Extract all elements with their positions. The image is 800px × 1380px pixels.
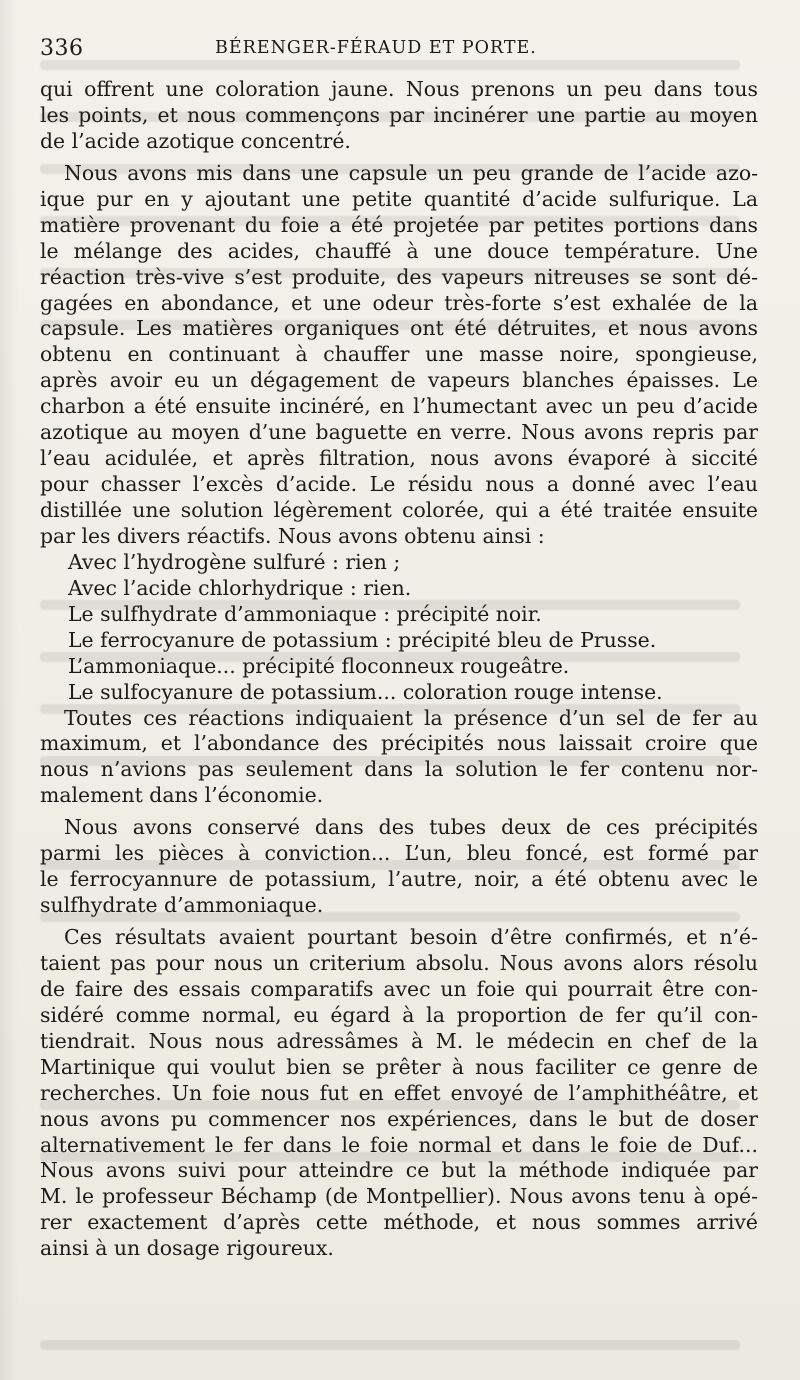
text-line: alternativement le fer dans le foie normal et dans le foie de Duf... (40, 1132, 758, 1157)
text-line: les points, et nous commençons par incinérer une partie au moyen (40, 102, 758, 127)
reaction-list-item: Le sulfocyanure de potassium... coloration rouge intense. (68, 679, 663, 704)
reaction-list-item: Avec l’acide chlorhydrique : rien. (68, 575, 412, 600)
text-line: gagées en abondance, et une odeur très-forte s’est exhalée de la (40, 290, 758, 315)
text-line: nous n’avions pas seulement dans la solution le fer contenu nor- (40, 757, 758, 782)
text-line: taient pas pour nous un criterium absolu. Nous avons alors résolu (40, 950, 758, 975)
text-line: ique pur en y ajoutant une petite quantité d’acide sulfurique. La (40, 186, 758, 211)
text-line: de l’acide azotique concentré. (40, 128, 351, 153)
reaction-list-item: Le ferrocyanure de potassium : précipité bleu de Prusse. (68, 627, 657, 652)
text-line: charbon a été ensuite incinéré, en l’humectant avec un peu d’acide (40, 394, 758, 419)
text-line: pour chasser l’excès d’acide. Le résidu nous a donné avec l’eau (40, 472, 758, 497)
text-line: malement dans l’économie. (40, 783, 324, 808)
text-line: rer exactement d’après cette méthode, et nous sommes arrivé (40, 1210, 758, 1235)
reaction-list-item: Avec l’hydrogène sulfuré : rien ; (68, 549, 401, 574)
body-text (40, 77, 758, 1262)
text-line: après avoir eu un dégagement de vapeurs blanches épaisses. Le (40, 368, 758, 393)
text-line: distillée une solution légèrement colorée, qui a été traitée ensuite (40, 498, 758, 522)
text-line: de faire des essais comparatifs avec un foie qui pourrait être con- (40, 976, 758, 1001)
text-line: obtenu en continuant à chauffer une masse noire, spongieuse, (40, 342, 758, 367)
text-line: le ferrocyannure de potassium, l’autre, noir, a été obtenu avec le (40, 867, 758, 892)
text-line: capsule. Les matières organiques ont été détruites, et nous avons (40, 316, 758, 341)
text-line: matière provenant du foie a été projetée par petites portions dans (40, 212, 758, 237)
text-line: recherches. Un foie nous fut en effet envoyé de l’amphithéâtre, et (40, 1080, 758, 1105)
text-line: azotique au moyen d’une baguette en verre. Nous avons repris par (40, 420, 758, 445)
page-header (40, 36, 760, 70)
text-line: Nous avons suivi pour atteindre ce but la méthode indiquée par (40, 1158, 758, 1183)
text-line: le mélange des acides, chauffé à une douce température. Une (40, 238, 758, 263)
reaction-list-item: Le sulfhydrate d’ammoniaque : précipité noir. (68, 601, 542, 626)
reaction-list-item: L’ammoniaque... précipité floconneux rougeâtre. (68, 653, 570, 678)
text-line: l’eau acidulée, et après filtration, nous avons évaporé à siccité (40, 446, 758, 471)
text-line: M. le professeur Béchamp (de Montpellier). Nous avons tenu à opé- (40, 1184, 758, 1209)
text-line: Martinique qui voulut bien se prêter à nous faciliter ce genre de (40, 1054, 758, 1079)
paragraph-start-line: Nous avons conservé dans des tubes deux de ces précipités (64, 815, 758, 840)
text-line: par les divers réactifs. Nous avons obtenu ainsi : (40, 523, 545, 548)
text-line: réaction très-vive s’est produite, des vapeurs nitreuses se sont dé- (40, 264, 758, 289)
page-number: 336 (40, 36, 84, 61)
text-line: sulfhydrate d’ammoniaque. (40, 893, 324, 918)
text-line: tiendrait. Nous nous adressâmes à M. le médecin en chef de la (40, 1028, 758, 1053)
text-line: parmi les pièces à conviction... L’un, bleu foncé, est formé par (40, 841, 758, 866)
paragraph-start-line: Ces résultats avaient pourtant besoin d’être confirmés, et n’é- (64, 925, 758, 949)
paragraph-start-line: Toutes ces réactions indiquaient la présence d’un sel de fer au (64, 705, 758, 730)
text-line: qui offrent une coloration jaune. Nous prenons un peu dans tous (40, 77, 758, 101)
text-line: nous avons pu commencer nos expériences, dans le but de doser (40, 1106, 758, 1131)
paragraph-start-line: Nous avons mis dans une capsule un peu grande de l’acide azo- (64, 160, 758, 185)
running-head: BÉRENGER-FÉRAUD ET PORTE. (215, 38, 537, 58)
text-line: sidéré comme normal, eu égard à la proportion de fer qu’il con- (40, 1002, 758, 1027)
text-line: maximum, et l’abondance des précipités nous laissait croire que (40, 731, 758, 756)
text-line: ainsi à un dosage rigoureux. (40, 1236, 334, 1261)
